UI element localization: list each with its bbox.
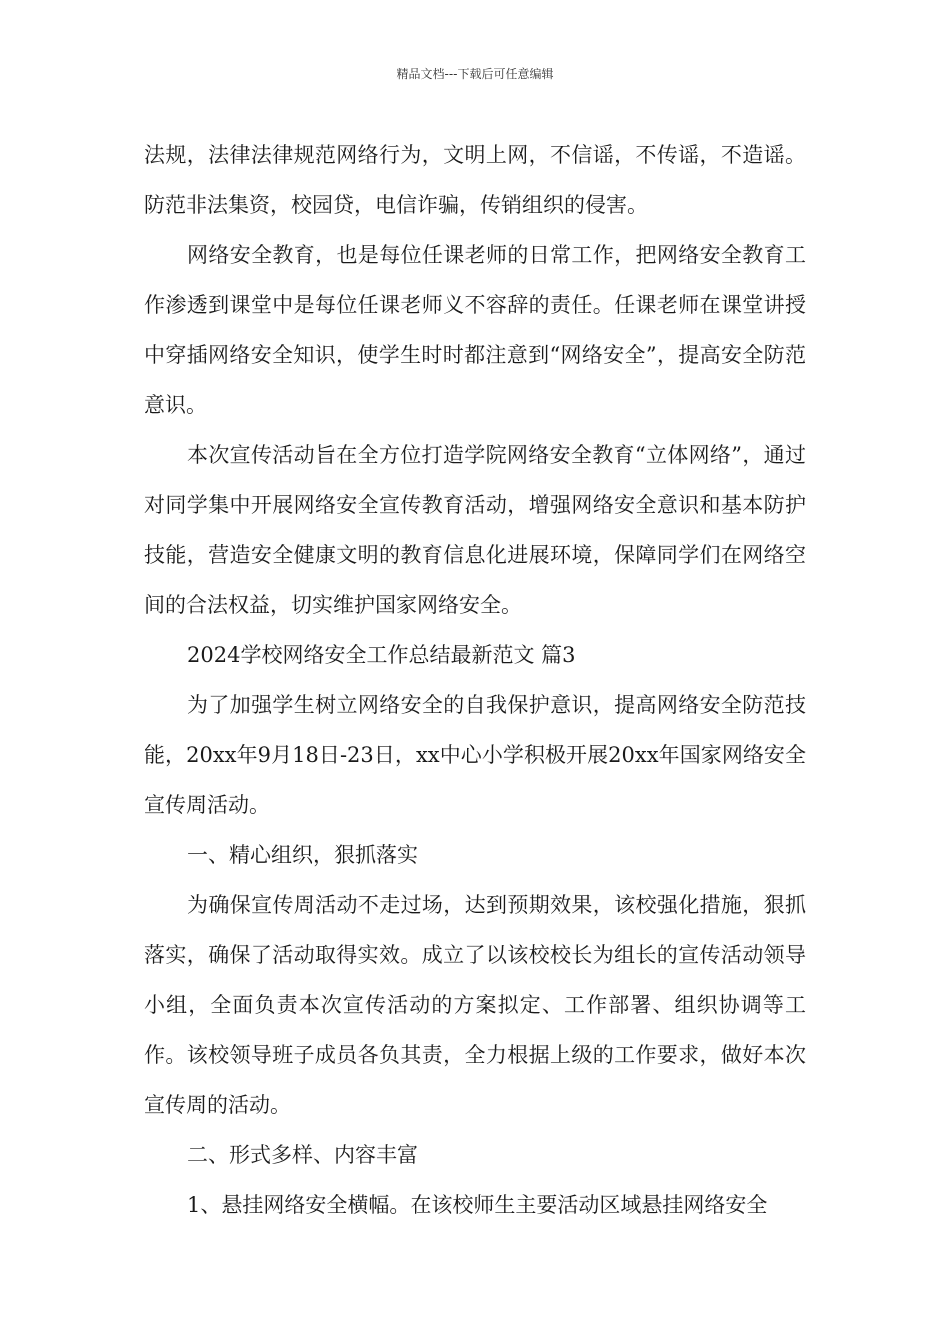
subheading-2: 二、形式多样、内容丰富 <box>187 1143 418 1167</box>
section-title: 2024学校网络安全工作总结最新范文 篇3 <box>187 643 576 667</box>
paragraph-5: 为确保宣传周活动不走过场，达到预期效果，该校强化措施，狠抓落实，确保了活动取得实效。成立了以该校校长为组长的宣传活动领导小组，全面负责本次宣传活动的方案拟定、工作部署、组织协调等工作。该校领导班子成员各负其责，全力根据上级的工作要求，做好本次宣传周的活动。 <box>144 893 806 1117</box>
paragraph-6: 1、悬挂网络安全横幅。在该校师生主要活动区域悬挂网络安全 <box>187 1193 768 1217</box>
paragraph-1: 法规，法律法律规范网络行为，文明上网，不信谣，不传谣，不造谣。防范非法集资，校园贷，电信诈骗，传销组织的侵害。 <box>144 143 806 217</box>
subheading-1: 一、精心组织，狠抓落实 <box>187 843 418 867</box>
page-header: 精品文档---下载后可任意编辑 <box>396 67 554 81</box>
paragraph-4: 为了加强学生树立网络安全的自我保护意识，提高网络安全防范技能，20xx年9月18日-23日，xx中心小学积极开展20xx年国家网络安全宣传周活动。 <box>144 693 806 817</box>
document-body <box>144 130 806 1230</box>
paragraph-3: 本次宣传活动旨在全方位打造学院网络安全教育“立体网络”，通过对同学集中开展网络安全宣传教育活动，增强网络安全意识和基本防护技能，营造安全健康文明的教育信息化进展环境，保障同学们在网络空间的合法权益，切实维护国家网络安全。 <box>144 443 806 617</box>
paragraph-2: 网络安全教育，也是每位任课老师的日常工作，把网络安全教育工作渗透到课堂中是每位任课老师义不容辞的责任。任课老师在课堂讲授中穿插网络安全知识，使学生时时都注意到“网络安全”，提高安全防范意识。 <box>144 243 806 417</box>
